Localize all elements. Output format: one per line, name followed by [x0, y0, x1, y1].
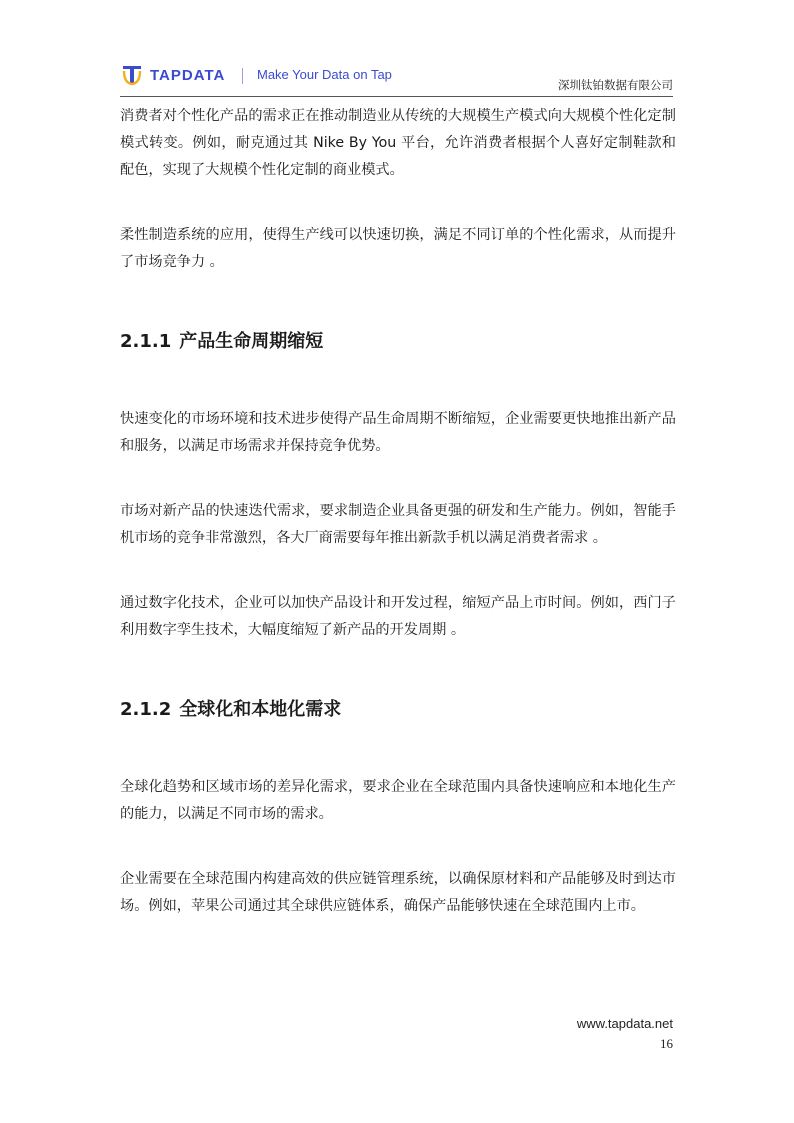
- paragraph: 企业需要在全球范围内构建高效的供应链管理系统，以确保原材料和产品能够及时到达市场。例如，苹果公司通过其全球供应链体系，确保产品能够快速在全球范围内上市。: [120, 871, 676, 914]
- paragraph: 全球化趋势和区域市场的差异化需求，要求企业在全球范围内具备快速响应和本地化生产的能力，以满足不同市场的需求。: [120, 779, 676, 822]
- section-number: 2.1.2: [120, 699, 172, 720]
- section-heading: [120, 328, 676, 356]
- section-number: 2.1.1: [120, 331, 172, 352]
- footer-url: www.tapdata.net: [576, 1016, 673, 1031]
- page-body: [120, 103, 676, 920]
- paragraph: 消费者对个性化产品的需求正在推动制造业从传统的大规模生产模式向大规模个性化定制模式转变。例如，耐克通过其 Nike By You 平台，允许消费者根据个人喜好定制鞋款和配色，实现了大规模个性化定制的商业模式。: [120, 108, 676, 178]
- page-number: 16: [660, 1036, 673, 1051]
- paragraph: 柔性制造系统的应用，使得生产线可以快速切换，满足不同订单的个性化需求，从而提升了市场竞争力 。: [120, 227, 676, 270]
- tapdata-logo-icon: [120, 63, 144, 87]
- section-title: 全球化和本地化需求: [179, 699, 342, 720]
- section-title: 产品生命周期缩短: [179, 331, 324, 352]
- tapdata-logo: [120, 62, 225, 88]
- paragraph: 市场对新产品的快速迭代需求，要求制造企业具备更强的研发和生产能力。例如，智能手机市场的竞争非常激烈，各大厂商需要每年推出新款手机以满足消费者需求 。: [120, 503, 676, 546]
- header-divider: [242, 68, 243, 84]
- header-tagline: Make Your Data on Tap: [257, 67, 392, 82]
- paragraph: 快速变化的市场环境和技术进步使得产品生命周期不断缩短，企业需要更快地推出新产品和服务，以满足市场需求并保持竞争优势。: [120, 411, 676, 454]
- section-heading: [120, 696, 676, 724]
- page-header: [120, 62, 673, 97]
- company-name: 深圳钛铂数据有限公司: [558, 78, 673, 92]
- logo-text: TAPDATA: [150, 66, 226, 84]
- paragraph: 通过数字化技术，企业可以加快产品设计和开发过程，缩短产品上市时间。例如，西门子利用数字孪生技术，大幅度缩短了新产品的开发周期 。: [120, 595, 676, 638]
